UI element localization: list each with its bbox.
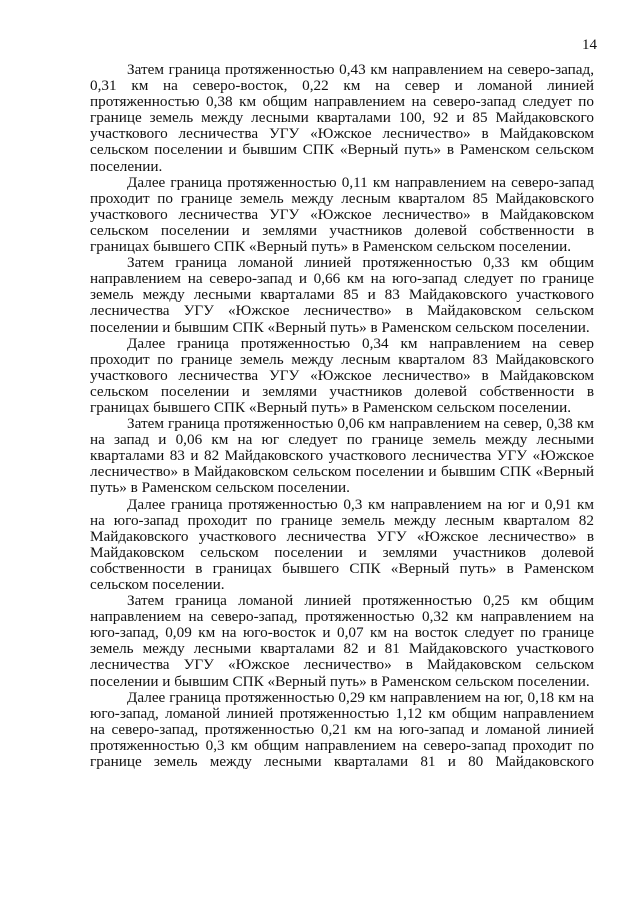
page-number: 14 (582, 37, 597, 53)
paragraph-2: Далее граница протяженностью 0,11 км направлением на северо-запад проходит по границе земель между лесным кварталом 85 Майдаковского участкового лесничества УГУ «Южское лесничество» в Майдаковском сельском поселении и землями участников долевой собственности в границах бывшего СПК «Верный путь» в Раменском сельском поселении. (90, 173, 594, 256)
paragraph-7: Затем граница ломаной линией протяженностью 0,25 км общим направлением на северо-запад, протяженностью 0,32 км направлением на юго-запад, 0,09 км на юго-восток и 0,07 км на восток следует по границе земель между лесными кварталами 82 и 81 Майдаковского участкового лесничества УГУ «Южское лесничество» в Майдаковском сельском поселении и бывшим СПК «Верный путь» в Раменском сельском поселении. (90, 592, 594, 690)
paragraph-1: Затем граница протяженностью 0,43 км направлением на северо-запад, 0,31 км на северо-восток, 0,22 км на север и ломаной линией протяженностью 0,38 км общим направлением на северо-запад следует по границе земель между лесными кварталами 100, 92 и 85 Майдаковского участкового лесничества УГУ «Южское лесничество» в Майдаковском сельском поселении и бывшим СПК «Верный путь» в Раменском сельском поселении. (90, 61, 594, 175)
paragraph-8: Далее граница протяженностью 0,29 км направлением на юг, 0,18 км на юго-запад, ломаной линией протяженностью 1,12 км общим направлением на северо-запад, протяженностью 0,21 км на юго-запад и ломаной линией протяженностью 0,3 км общим направлением на северо-запад проходит по границе земель между лесными кварталами 81 и 80 Майдаковского (90, 688, 594, 771)
paragraph-6: Далее граница протяженностью 0,3 км направлением на юг и 0,91 км на юго-запад проходит по границе земель между лесным кварталом 82 Майдаковского участкового лесничества УГУ «Южское лесничество» в Майдаковском сельском поселении и землями участников долевой собственности в границах бывшего СПК «Верный путь» в Раменском сельском поселении. (90, 495, 594, 593)
paragraph-5: Затем граница протяженностью 0,06 км направлением на север, 0,38 км на запад и 0,06 км на юг следует по границе земель между лесными кварталами 83 и 82 Майдаковского участкового лесничества УГУ «Южское лесничество» в Майдаковском сельском поселении и бывшим СПК «Верный путь» в Раменском сельском поселении. (90, 415, 594, 497)
paragraph-4: Далее граница протяженностью 0,34 км направлением на север проходит по границе земель между лесным кварталом 83 Майдаковского участкового лесничества УГУ «Южское лесничество» в Майдаковском сельском поселении и землями участников долевой собственности в границах бывшего СПК «Верный путь» в Раменском сельском поселении. (90, 334, 594, 416)
document-body (90, 62, 594, 770)
paragraph-3: Затем граница ломаной линией протяженностью 0,33 км общим направлением на северо-запад и 0,66 км на юго-запад следует по границе земель между лесными кварталами 85 и 83 Майдаковского участкового лесничества УГУ «Южское лесничество» в Майдаковском сельском поселении и бывшим СПК «Верный путь» в Раменском сельском поселении. (90, 254, 594, 336)
